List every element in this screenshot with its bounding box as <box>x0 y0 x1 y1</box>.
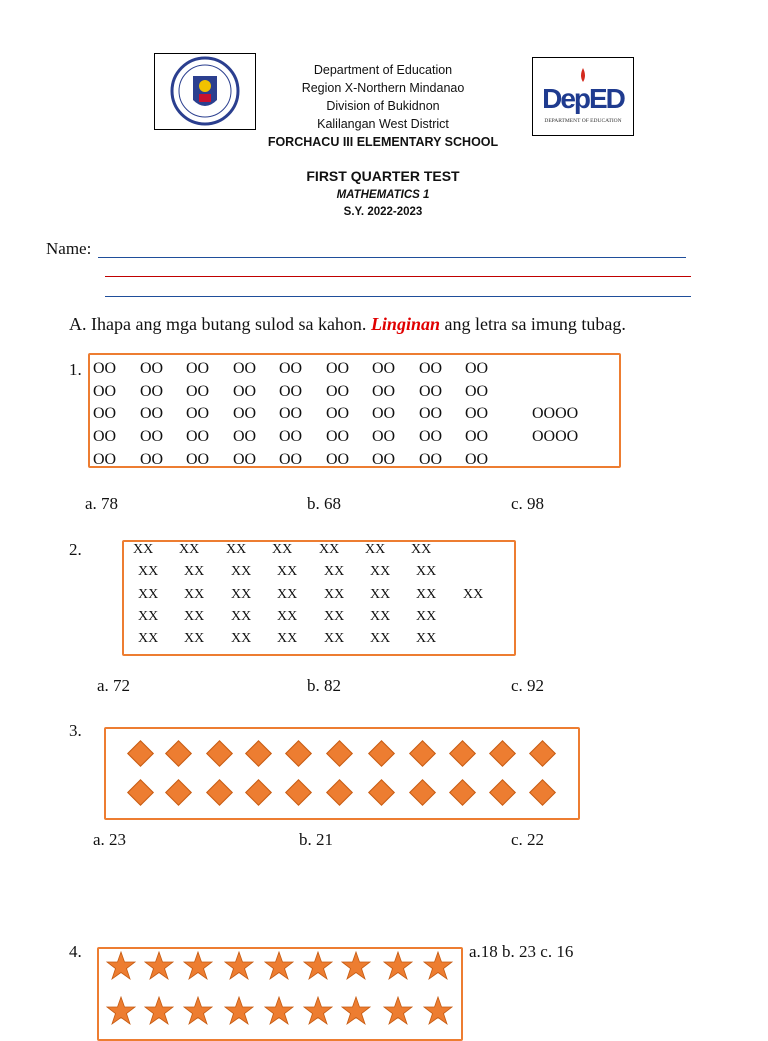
q1-token: OO <box>419 383 443 400</box>
q1-token: OO <box>465 383 489 400</box>
q1-option-c[interactable]: c. 98 <box>511 494 545 513</box>
q2-token: XX <box>231 631 252 646</box>
svg-text:DepED: DepED <box>542 83 624 114</box>
q1-token: OO <box>372 451 396 468</box>
q2-token: XX <box>231 564 252 579</box>
q1-token: OO <box>140 451 164 468</box>
q4-star <box>264 951 294 981</box>
q2-token: XX <box>324 609 345 624</box>
q4-star <box>303 951 333 981</box>
svg-text:DEPARTMENT OF EDUCATION: DEPARTMENT OF EDUCATION <box>544 118 622 124</box>
q1-token: OO <box>140 383 164 400</box>
instruction-emphasis: Linginan <box>370 314 440 334</box>
q2-token: XX <box>416 609 437 624</box>
q4-star <box>144 996 174 1026</box>
q1-extra-token: OOOO <box>532 428 579 445</box>
q2-token: XX <box>370 564 391 579</box>
q3-option-c[interactable]: c. 22 <box>511 830 545 849</box>
q1-token: OO <box>326 383 350 400</box>
q1-token: OO <box>140 428 164 445</box>
instruction-prefix: A. Ihapa ang mga butang sulod sa kahon. <box>69 314 371 334</box>
q2-token: XX <box>184 631 205 646</box>
q2-token: XX <box>277 609 298 624</box>
q2-token: XX <box>324 631 345 646</box>
q4-star <box>423 996 453 1026</box>
q3-number: 3. <box>69 721 82 740</box>
q4-star <box>106 996 136 1026</box>
q1-token: OO <box>186 451 210 468</box>
q1-token: OO <box>419 451 443 468</box>
q2-token: XX <box>324 564 345 579</box>
q2-token: XX <box>179 542 200 557</box>
q1-token: OO <box>233 451 257 468</box>
q2-token: XX <box>184 564 205 579</box>
q1-token: OO <box>419 360 443 377</box>
q1-token: OO <box>279 428 303 445</box>
q2-option-b[interactable]: b. 82 <box>307 676 341 695</box>
header-block <box>233 61 533 151</box>
q4-star <box>341 951 371 981</box>
instruction <box>69 314 626 335</box>
q2-token: XX <box>184 587 205 602</box>
q2-token: XX <box>277 587 298 602</box>
q1-token: OO <box>326 428 350 445</box>
q4-star <box>183 951 213 981</box>
q4-star <box>183 996 213 1026</box>
q2-token: XX <box>272 542 293 557</box>
q1-token: OO <box>93 451 117 468</box>
q2-token: XX <box>370 631 391 646</box>
header-line-2: Region X-Northern Mindanao <box>301 81 465 95</box>
school-name: FORCHACU III ELEMENTARY SCHOOL <box>267 135 499 149</box>
q1-token: OO <box>465 360 489 377</box>
q1-option-b[interactable]: b. 68 <box>307 494 341 513</box>
instruction-suffix: ang letra sa imung tubag. <box>439 314 626 334</box>
q1-token: OO <box>233 383 257 400</box>
q1-token: OO <box>93 428 117 445</box>
q4-star <box>341 996 371 1026</box>
q2-token: XX <box>370 587 391 602</box>
q2-token: XX <box>411 542 432 557</box>
q2-token: XX <box>324 587 345 602</box>
q2-token: XX <box>231 587 252 602</box>
q1-token: OO <box>279 451 303 468</box>
deped-logo <box>532 57 634 136</box>
q1-extra-token: OOOO <box>532 405 579 422</box>
q1-token: OO <box>465 428 489 445</box>
school-year: S.Y. 2022-2023 <box>343 206 423 218</box>
q1-token: OO <box>186 383 210 400</box>
subject-title: MATHEMATICS 1 <box>336 189 430 201</box>
q2-token: XX <box>277 631 298 646</box>
q1-token: OO <box>279 383 303 400</box>
q4-star <box>383 951 413 981</box>
header-line-4: Kalilangan West District <box>317 117 449 131</box>
q1-token: OO <box>419 428 443 445</box>
q2-token: XX <box>319 542 340 557</box>
q4-number: 4. <box>69 942 82 961</box>
q1-token: OO <box>326 451 350 468</box>
q1-token: OO <box>419 405 443 422</box>
name-label: Name: <box>46 239 92 258</box>
q1-token: OO <box>372 405 396 422</box>
q1-option-a[interactable]: a. 78 <box>85 494 119 513</box>
q1-token: OO <box>186 360 210 377</box>
q2-token: XX <box>416 587 437 602</box>
q1-token: OO <box>140 360 164 377</box>
q1-token: OO <box>372 360 396 377</box>
q2-option-c[interactable]: c. 92 <box>511 676 545 695</box>
q2-token: XX <box>138 609 159 624</box>
test-title: FIRST QUARTER TEST <box>306 168 460 184</box>
q1-token: OO <box>93 405 117 422</box>
q2-number: 2. <box>69 540 82 559</box>
header-line-1: Department of Education <box>313 63 453 77</box>
q4-star <box>303 996 333 1026</box>
q1-token: OO <box>372 428 396 445</box>
q2-extra-token: XX <box>463 587 484 602</box>
q2-token: XX <box>231 609 252 624</box>
q1-token: OO <box>465 405 489 422</box>
q4-star <box>264 996 294 1026</box>
q2-token: XX <box>416 631 437 646</box>
q1-token: OO <box>326 360 350 377</box>
q4-star <box>224 951 254 981</box>
q1-token: OO <box>279 360 303 377</box>
q1-token: OO <box>233 405 257 422</box>
q4-star <box>106 951 136 981</box>
q1-token: OO <box>93 383 117 400</box>
q4-star <box>144 951 174 981</box>
q4-star <box>423 951 453 981</box>
q1-number: 1. <box>69 360 82 379</box>
header-line-3: Division of Bukidnon <box>326 99 440 113</box>
q2-token: XX <box>226 542 247 557</box>
q2-token: XX <box>365 542 386 557</box>
name-line-3[interactable] <box>105 296 691 297</box>
q4-options[interactable]: a.18 b. 23 c. 16 <box>469 942 574 961</box>
q2-token: XX <box>277 564 298 579</box>
q1-token: OO <box>93 360 117 377</box>
q4-star <box>383 996 413 1026</box>
q2-token: XX <box>416 564 437 579</box>
q1-token: OO <box>233 428 257 445</box>
q3-box <box>104 727 580 820</box>
name-line-2[interactable] <box>105 276 691 277</box>
q1-token: OO <box>140 405 164 422</box>
q1-token: OO <box>372 383 396 400</box>
q2-token: XX <box>138 631 159 646</box>
q1-token: OO <box>326 405 350 422</box>
q1-token: OO <box>233 360 257 377</box>
q2-token: XX <box>138 564 159 579</box>
q1-token: OO <box>279 405 303 422</box>
name-line-1[interactable] <box>98 257 686 258</box>
q2-token: XX <box>133 542 154 557</box>
q1-token: OO <box>465 451 489 468</box>
q1-token: OO <box>186 405 210 422</box>
q3-option-b[interactable]: b. 21 <box>299 830 333 849</box>
q2-token: XX <box>184 609 205 624</box>
q2-token: XX <box>138 587 159 602</box>
q3-option-a[interactable]: a. 23 <box>93 830 127 849</box>
q1-token: OO <box>186 428 210 445</box>
q4-star <box>224 996 254 1026</box>
q2-option-a[interactable]: a. 72 <box>97 676 131 695</box>
q2-token: XX <box>370 609 391 624</box>
